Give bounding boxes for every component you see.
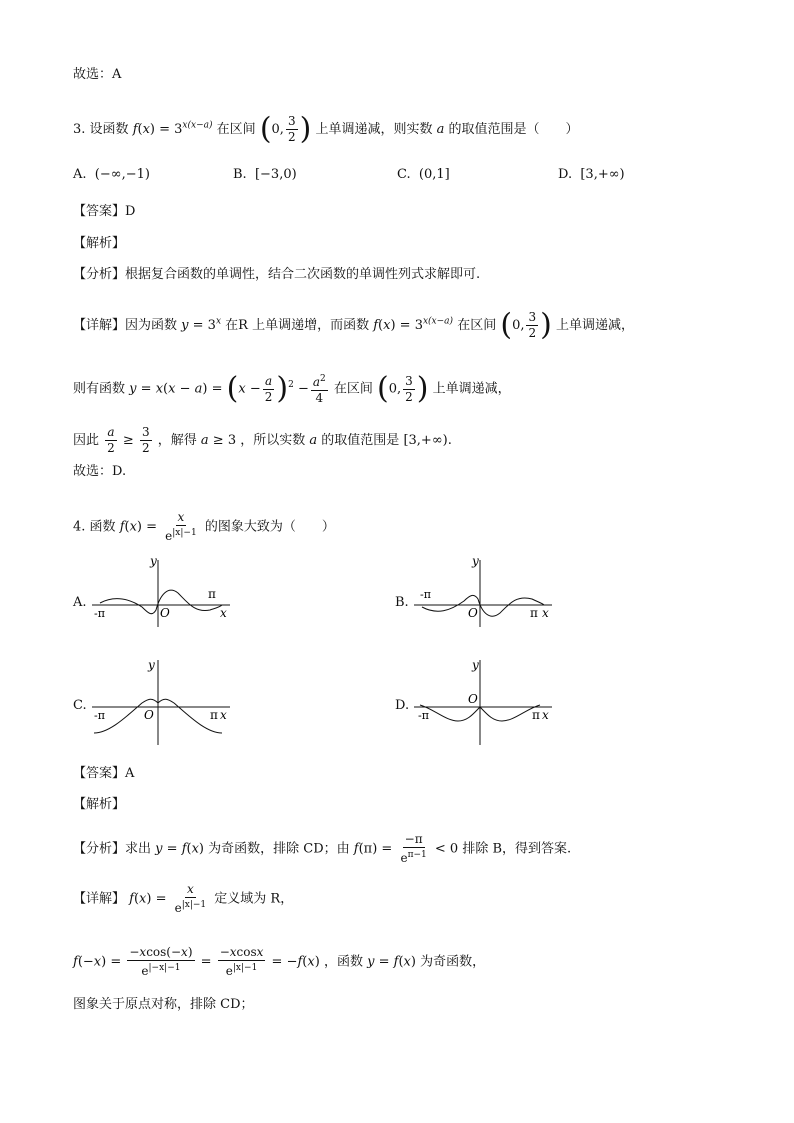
graph-b-pi-label: π (530, 606, 538, 620)
graph-a-y-label: y (150, 555, 157, 568)
q3-stem-tail: 在区间 (216, 122, 256, 137)
prev-answer: 故选：A (73, 67, 122, 82)
graph-a-pi-label: π (208, 587, 216, 601)
graph-a-negpi-label: -π (94, 607, 105, 620)
q3-detail-3: 因此 $\frac{a}{2}$ ≥ $\frac{3}{2}$ ，解得 a ≥ 3 ，所以实数 a 的取值范围是 [3,+∞). (73, 425, 452, 455)
q3-stem: 3. 设函数 $f(x) = 3^{x(x-a)}$ 在区间 (0, $\frac{3}{2}$ ) 上单调递减，则实数 a 的取值范围是（ ） (73, 111, 579, 147)
graph-d-pi-label: π (532, 708, 540, 722)
graph-c-negpi-label: -π (94, 709, 105, 722)
graph-b-x-label: x (542, 606, 549, 620)
graph-c-pi-label: π (210, 708, 218, 722)
q3-option-d: D. [3,+∞) (558, 167, 625, 182)
graph-b-y-label: y (472, 555, 479, 568)
graph-a-label: A. (73, 595, 87, 610)
graph-d-y-label: y (472, 658, 479, 672)
graph-b-label: B. (395, 595, 409, 610)
graph-d-x-label: x (542, 708, 549, 722)
graph-d-label: D. (395, 698, 410, 713)
q3-prefix: 3. 设函数 (73, 122, 129, 137)
q3-conclusion: 故选：D. (73, 464, 127, 479)
graph-d-o-label: O (468, 692, 478, 706)
q3-stem-end2: 的取值范围是（ ） (448, 122, 579, 137)
graph-b-curve (422, 595, 544, 616)
graph-c-label: C. (73, 698, 87, 713)
q4-jiexi: 【解析】 (73, 797, 126, 812)
q3-detail-1: 【详解】因为函数 $y = 3^x$ 在R 上单调递增，而函数 $f(x) = 3^{x(x-a)}$ 在区间 (0, $\frac{3}{2}$ ) 上单调递减， (73, 307, 634, 343)
graph-c-o-label: O (144, 708, 154, 722)
graph-a-o-label: O (160, 606, 170, 620)
q3-answer: 【答案】D (73, 204, 136, 219)
q4-detail-1: 【详解】 f(x) = $\frac{x}{e^{|x|-1}}$ 定义域为 R， (73, 882, 294, 915)
graph-a-x-label: x (220, 606, 227, 620)
graph-a (90, 555, 240, 630)
q3-jiexi: 【解析】 (73, 236, 126, 251)
q3-option-a: A. (−∞,−1) (73, 167, 150, 182)
q3-fenxi: 【分析】根据复合函数的单调性，结合二次函数的单调性列式求解即可. (73, 267, 481, 282)
graph-c-y-label: y (148, 658, 155, 672)
q4-fenxi: 【分析】求出 y = f(x) 为奇函数，排除 CD；由 f(π) = $\frac{-\pi}{e^{\pi-1}}$ < 0 排除 B，得到答案. (73, 832, 572, 865)
q3-option-c: C. (0,1] (397, 167, 450, 182)
q3-stem-end: 上单调递减，则实数 (315, 122, 433, 137)
graph-c-x-label: x (220, 708, 227, 722)
graph-b (412, 555, 562, 630)
q4-detail-3: 图象关于原点对称，排除 CD； (73, 997, 254, 1012)
graph-d-negpi-label: -π (418, 709, 429, 722)
q4-answer: 【答案】A (73, 766, 135, 781)
q4-detail-2: f(−x) = $\frac{-xcos(-x)}{e^{|-x|-1}}$ = $\frac{-xcosx}{e^{|x|-1}}$ = −f(x) ，函数 y = f(x) 为奇函数， (73, 945, 486, 978)
q4-stem: 4. 函数 f(x) = $\frac{x}{e^{|x|-1}}$ 的图象大致为（ ） (73, 510, 335, 543)
graph-c (90, 655, 240, 747)
q3-option-b: B. [−3,0) (233, 167, 297, 182)
graph-b-negpi-label: -π (420, 588, 431, 601)
q3-detail-2: 则有函数 y = x(x − a) = (x − $\frac{a}{2}$ )$^2$ − $\frac{a^2}{4}$ 在区间 (0, $\frac{3}{2}$ ) 上单调递减， (73, 371, 511, 406)
graph-b-o-label: O (468, 606, 478, 620)
graph-d (412, 655, 562, 747)
